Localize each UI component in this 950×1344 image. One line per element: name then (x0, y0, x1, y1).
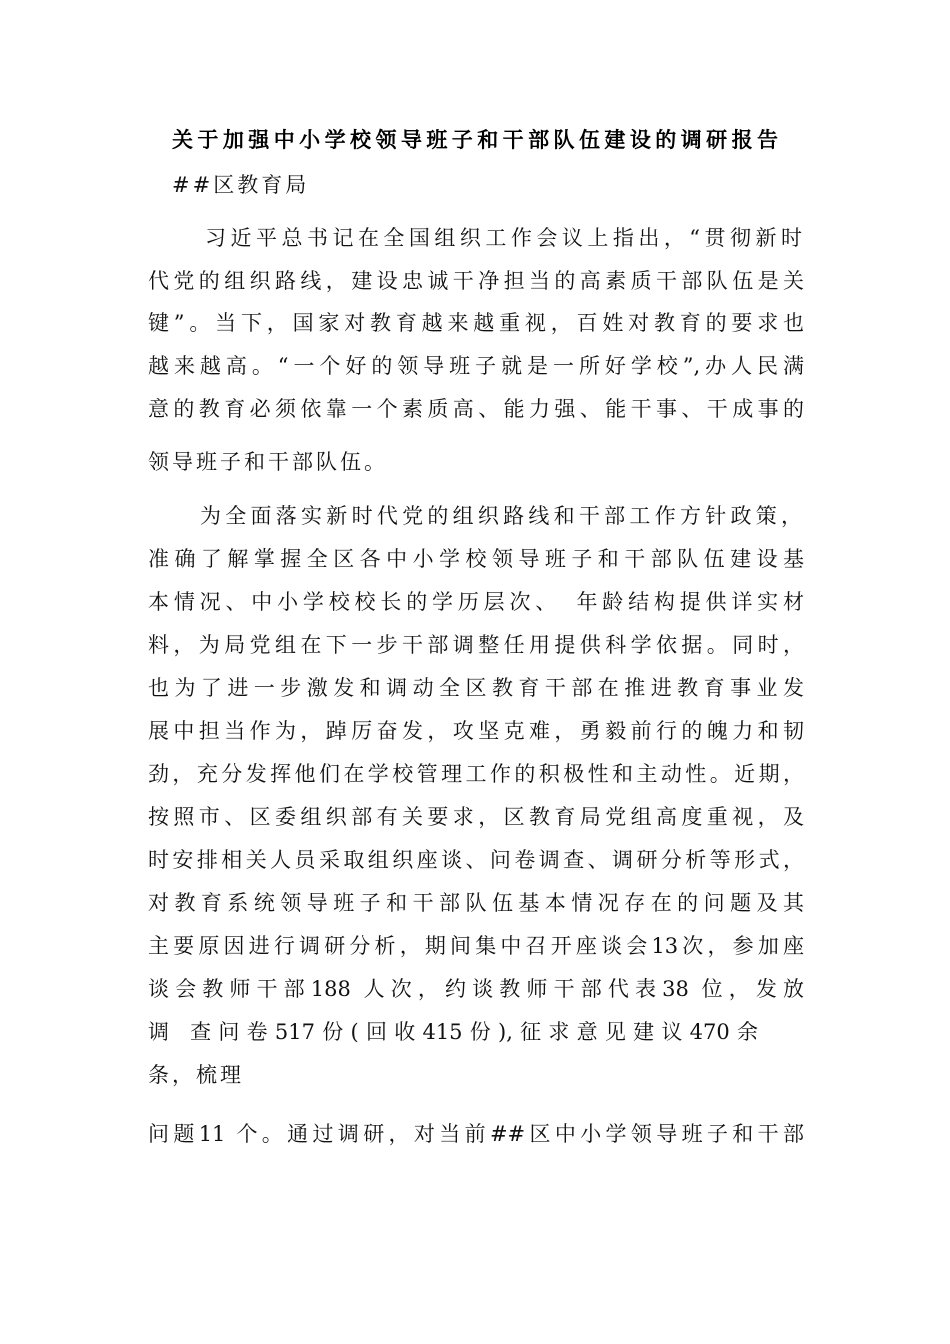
text-line: 调 查问卷517份(回收415份),征求意见建议470余 (148, 1020, 758, 1044)
text-line: 时安排相关人员采取组织座谈、问卷调查、调研分析等形式， (148, 848, 804, 872)
text-line: 展中担当作为，踔厉奋发，攻坚克难，勇毅前行的魄力和韧 (148, 719, 804, 743)
text-line: 越来越高。“一个好的领导班子就是一所好学校”,办人民满 (148, 354, 804, 378)
text-line: 准确了解掌握全区各中小学校领导班子和干部队伍建设基 (148, 547, 804, 571)
text-line: 为全面落实新时代党的组织路线和干部工作方针政策， (200, 504, 802, 528)
text-line: 本情况、中小学校校长的学历层次、 年龄结构提供详实材 (148, 590, 804, 614)
text-line: 劲，充分发挥他们在学校管理工作的积极性和主动性。近期， (148, 762, 804, 786)
text-line: 代党的组织路线，建设忠诚干净担当的高素质干部队伍是关 (148, 269, 804, 293)
text-line: 键”。当下，国家对教育越来越重视，百姓对教育的要求也 (148, 311, 804, 335)
text-line: 也为了进一步激发和调动全区教育干部在推进教育事业发 (148, 676, 804, 700)
text-line: 料，为局党组在下一步干部调整任用提供科学依据。同时， (148, 633, 804, 657)
text-line: 领导班子和干部队伍。 (148, 450, 388, 474)
text-line: 习近平总书记在全国组织工作会议上指出，“贯彻新时 (205, 226, 802, 250)
text-line: 按照市、区委组织部有关要求，区教育局党组高度重视，及 (148, 805, 804, 829)
document-title: 关于加强中小学校领导班子和干部队伍建设的调研报告 (172, 127, 778, 152)
text-line: 对教育系统领导班子和干部队伍基本情况存在的问题及其 (148, 891, 804, 915)
text-line: 主要原因进行调研分析，期间集中召开座谈会13次，参加座 (148, 934, 804, 958)
text-line: 问题11 个。通过调研，对当前##区中小学领导班子和干部 (148, 1122, 804, 1146)
text-line: 条，梳理 (148, 1063, 244, 1087)
text-line: 意的教育必须依靠一个素质高、能力强、能干事、干成事的 (148, 397, 804, 421)
text-line: 谈会教师干部188 人次，约谈教师干部代表38 位，发放 (148, 977, 804, 1001)
document-author: ##区教育局 (172, 173, 310, 197)
